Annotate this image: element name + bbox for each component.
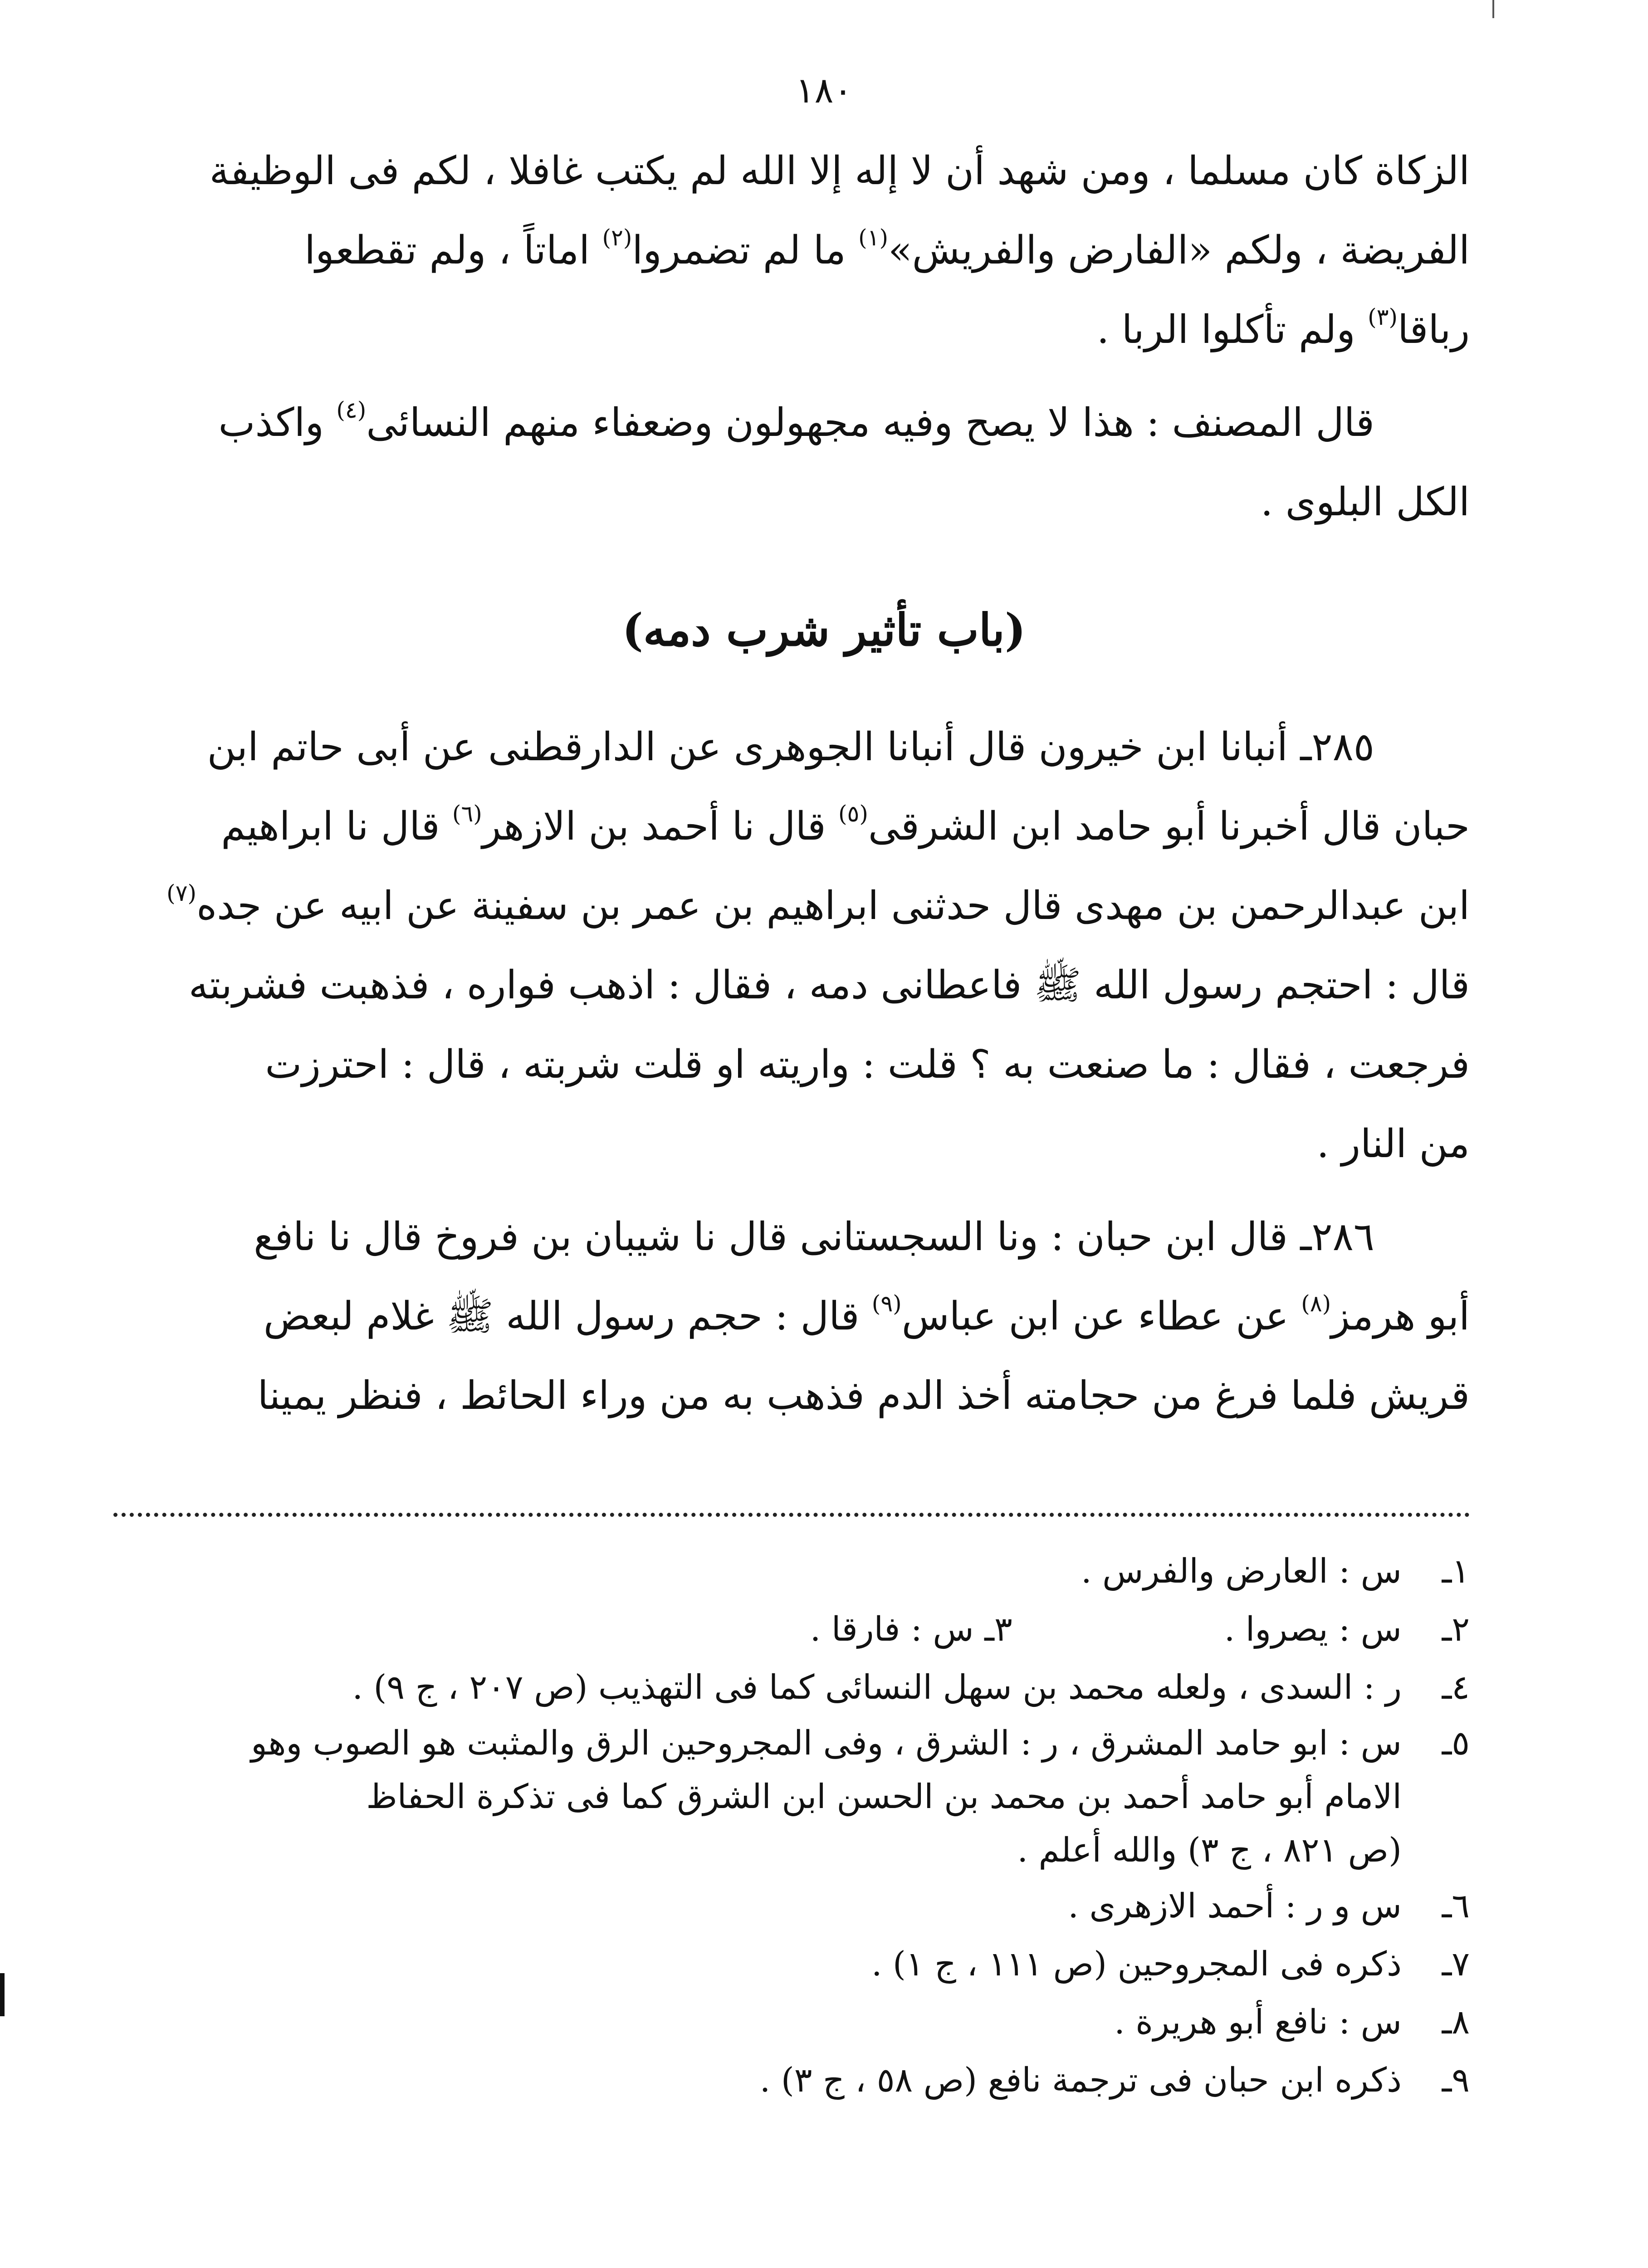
main-text: [113, 708, 1470, 1436]
text-line: قال المصنف : هذا لا يصح وفيه مجهولون وضعفاء منهم النسائى: [366, 400, 1374, 445]
footnote-1: [113, 1542, 1470, 1600]
footnote-number: ٩ـ: [1442, 2061, 1470, 2100]
footnote-text: ر : السدى ، ولعله محمد بن سهل النسائى كما فى التهذيب (ص ٢٠٧ ، ج ٩) .: [352, 1668, 1402, 1707]
scan-edge-mark: [0, 1973, 5, 2016]
text-line: الزكاة كان مسلما ، ومن شهد أن لا إله إلا الله لم يكتب غافلا ، لكم فى الوظيفة: [209, 148, 1470, 194]
footnote-ref: (٨): [1301, 1290, 1331, 1317]
footnote-number: ٥ـ: [1442, 1724, 1470, 1763]
text-line: من النار .: [1316, 1121, 1470, 1167]
text-line: قال نا ابراهيم: [221, 804, 452, 849]
text-line: ٢٨٦ـ قال ابن حبان : ونا السجستانى قال نا شيبان بن فروخ قال نا نافع: [254, 1214, 1374, 1260]
footnote-number: ٢ـ: [1442, 1610, 1470, 1649]
text-line: ابن عبدالرحمن بن مهدى قال حدثنى ابراهيم بن عمر بن سفينة عن ابيه عن جده: [196, 883, 1470, 929]
footnote-ref: (١): [858, 225, 889, 251]
footnote-text: س : فارقا .: [810, 1610, 974, 1649]
text-line: أبو هرمز: [1331, 1294, 1470, 1339]
footnote-ref: (٢): [602, 225, 632, 251]
text-line: قال : حجم رسول الله ﷺ غلام لبعض: [263, 1294, 872, 1339]
footnote-ref: (٦): [452, 801, 482, 827]
footnote-text: س و ر : أحمد الازهرى .: [1068, 1887, 1402, 1926]
text-line: عن عطاء عن ابن عباس: [901, 1294, 1301, 1339]
footnote-6: [113, 1877, 1470, 1935]
footnote-text: س : العارض والفرس .: [1081, 1552, 1402, 1591]
footnote-number: ٤ـ: [1442, 1668, 1470, 1707]
footnote-text: ذكره ابن حبان فى ترجمة نافع (ص ٥٨ ، ج ٣) .: [759, 2061, 1402, 2100]
text-line: ولم تأكلوا الربا .: [1096, 307, 1368, 352]
footnote-text: س : نافع أبو هريرة .: [1114, 2003, 1402, 2042]
footnote-ref: (٩): [871, 1290, 902, 1317]
footnote-8: [113, 1993, 1470, 2051]
paragraph-intro-2: [113, 383, 1470, 542]
footnote-ref: (٣): [1368, 304, 1398, 330]
footnote-4: [113, 1658, 1470, 1716]
footnote-5: [113, 1716, 1470, 1877]
footnote-number: ٣ـ: [984, 1610, 1012, 1649]
footnote-number: ٦ـ: [1442, 1887, 1470, 1926]
footnote-9: [113, 2051, 1470, 2109]
intro-text: [113, 132, 1470, 542]
paragraph-hadith-285: [113, 708, 1470, 1184]
text-line: الكل البلوى .: [1261, 479, 1470, 525]
text-line: فرجعت ، فقال : ما صنعت به ؟ قلت : واريته او قلت شربته ، قال : احترزت: [265, 1042, 1470, 1087]
text-line: الفريضة ، ولكم «الفارض والفريش»: [888, 228, 1470, 273]
footnote-2-3: [113, 1600, 1470, 1658]
paragraph-hadith-286: [113, 1198, 1470, 1436]
footnote-number: ٧ـ: [1442, 1945, 1470, 1984]
footnote-text: (ص ٨٢١ ، ج ٣) والله أعلم .: [1017, 1831, 1402, 1870]
text-line: اماتاً ، ولم تقطعوا: [304, 228, 602, 273]
footnote-separator: [113, 1513, 1470, 1517]
paragraph-intro-1: [113, 132, 1470, 370]
text-line: حبان قال أخبرنا أبو حامد ابن الشرقى: [868, 804, 1470, 849]
footnote-text: س : ابو حامد المشرق ، ر : الشرق ، وفى المجروحين الرق والمثبت هو الصوب وهو: [251, 1724, 1402, 1763]
footnote-ref: (٧): [166, 880, 197, 906]
footnote-text: س : يصروا .: [1224, 1610, 1402, 1649]
footnote-number: ١ـ: [1442, 1552, 1470, 1591]
scan-mark: [1492, 0, 1494, 18]
chapter-heading: (باب تأثير شرب دمه): [622, 604, 1026, 656]
text-line: ٢٨٥ـ أنبانا ابن خيرون قال أنبانا الجوهرى عن الدارقطنى عن أبى حاتم ابن: [207, 724, 1374, 770]
footnote-ref: (٤): [336, 397, 367, 423]
footnote-7: [113, 1935, 1470, 1993]
page-number: ١٨٠: [795, 70, 853, 111]
footnotes: [113, 1542, 1470, 2109]
text-line: قال : احتجم رسول الله ﷺ فاعطانى دمه ، فقال : اذهب فواره ، فذهبت فشربته: [188, 963, 1470, 1008]
footnote-text: الامام أبو حامد أحمد بن محمد بن الحسن ابن الشرق كما فى تذكرة الحفاظ: [366, 1777, 1402, 1816]
text-line: واكذب: [218, 400, 337, 445]
text-line: رباقا: [1398, 307, 1470, 352]
footnote-ref: (٥): [838, 801, 868, 827]
text-line: قال نا أحمد بن الازهر: [482, 804, 839, 849]
text-line: قريش فلما فرغ من حجامته أخذ الدم فذهب به من وراء الحائط ، فنظر يمينا: [257, 1373, 1470, 1418]
footnote-number: ٨ـ: [1442, 2003, 1470, 2042]
text-line: ما لم تضمروا: [632, 228, 859, 273]
footnote-text: ذكره فى المجروحين (ص ١١١ ، ج ١) .: [871, 1945, 1402, 1984]
